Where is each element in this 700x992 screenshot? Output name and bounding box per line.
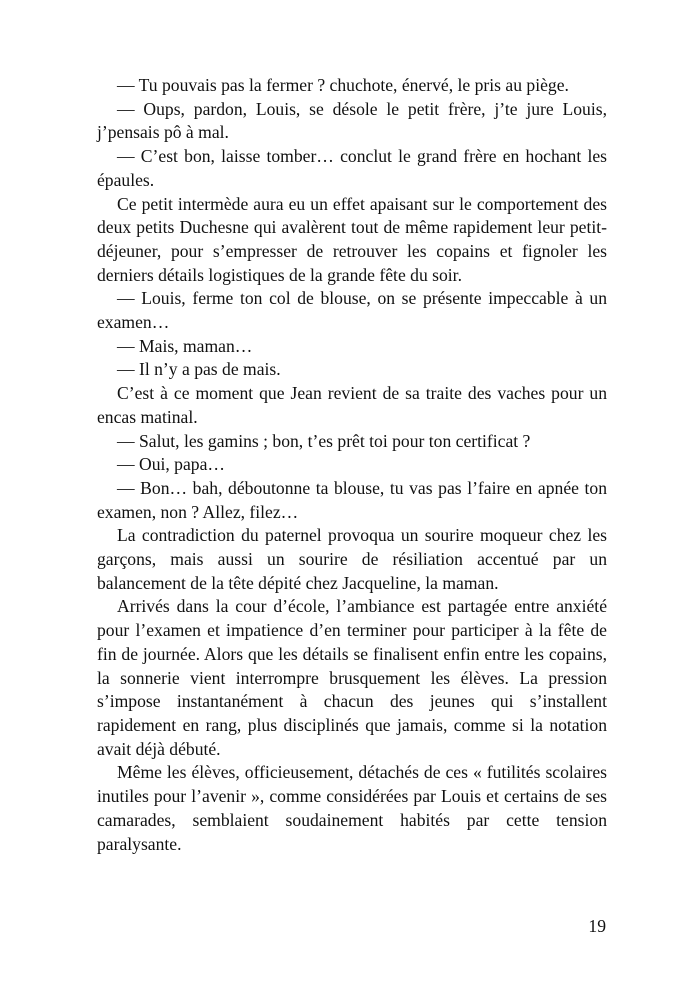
paragraph: Ce petit intermède aura eu un effet apaisant sur le comportement des deux petits Duchesne qui avalèrent tout de même rapidement leur petit-déjeuner, pour s’empresser de retrouver les copains et fignoler les derniers détails logistiques de la grande fête du soir. xyxy=(97,193,607,285)
paragraph: — Louis, ferme ton col de blouse, on se présente impeccable à un examen… xyxy=(97,288,607,333)
paragraph: — Mais, maman… xyxy=(117,335,253,356)
paragraph: — Oups, pardon, Louis, se désole le petit frère, j’te jure Louis, j’pensais pô à mal. xyxy=(97,98,607,143)
paragraph: C’est à ce moment que Jean revient de sa traite des vaches pour un encas matinal. xyxy=(97,383,607,427)
paragraph: — Tu pouvais pas la fermer ? chuchote, énervé, le pris au piège. xyxy=(117,75,569,95)
paragraph: La contradiction du paternel provoqua un sourire moqueur chez les garçons, mais aussi un sourire de résiliation accentué par un balancement de la tête dépité chez Jacqueline, la maman. xyxy=(97,525,607,593)
paragraph: — C’est bon, laisse tomber… conclut le grand frère en hochant les épaules. xyxy=(97,146,607,190)
page-number: 19 xyxy=(588,916,606,936)
paragraph: Arrivés dans la cour d’école, l’ambiance est partagée entre anxiété pour l’examen et impatience d’en terminer pour participer à la fête de fin de journée. Alors que les détails se finalisent enfin entre les copains, la sonnerie vient interrompre brusquement les élèves. La pression s’impose instantanément à chacun des jeunes qui s’installent rapidement en rang, plus disciplinés que jamais, comme si la notation avait déjà débuté. xyxy=(97,596,607,759)
body-text xyxy=(97,74,607,856)
paragraph: — Oui, papa… xyxy=(117,454,225,475)
paragraph: — Bon… bah, déboutonne ta blouse, tu vas pas l’faire en apnée ton examen, non ? Allez, filez… xyxy=(97,477,607,522)
paragraph: Même les élèves, officieusement, détachés de ces « futilités scolaires inutiles pour l’avenir », comme considérées par Louis et certains de ses camarades, semblaient soudainement habités par cette tension paralysante. xyxy=(97,762,607,854)
paragraph: — Il n’y a pas de mais. xyxy=(117,359,281,380)
paragraph: — Salut, les gamins ; bon, t’es prêt toi pour ton certificat ? xyxy=(117,430,531,451)
